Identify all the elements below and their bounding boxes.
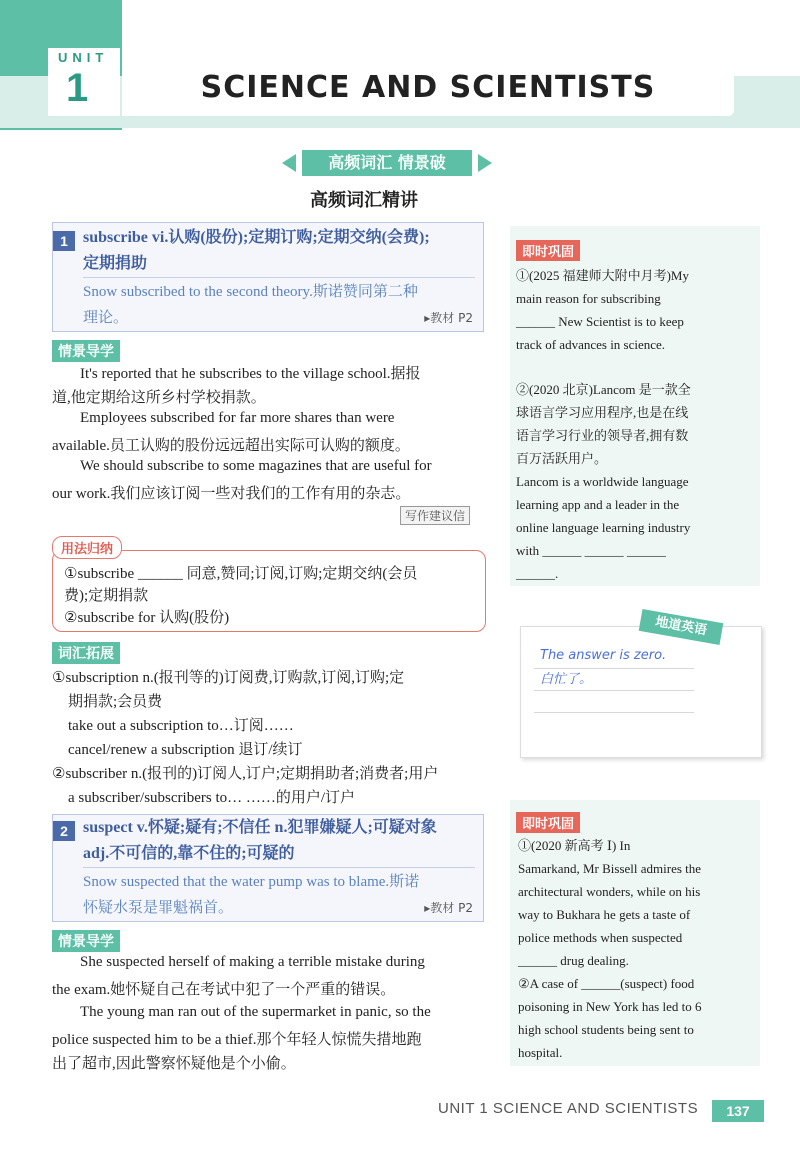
context-line: 道,他定期给这所乡村学校捐款。 <box>52 390 266 406</box>
writing-tag: 写作建议信 <box>400 506 470 525</box>
question-line: 百万活跃用户。 <box>516 451 608 466</box>
page-number: 137 <box>712 1100 764 1122</box>
usage-tag: 用法归纳 <box>52 536 122 559</box>
entry-example: Snow subscribed to the second theory.斯诺赞同第二种 <box>83 284 418 300</box>
ribbon-left-arrow-icon <box>282 154 296 172</box>
practice-tag: 即时巩固 <box>516 240 580 261</box>
vocab-entry-1 <box>52 222 484 332</box>
context-line: available.员工认购的股份远远超出实际可认购的额度。 <box>52 438 410 454</box>
expand-tag: 词汇拓展 <box>52 642 120 664</box>
textbook-source: ▸教材 P2 <box>424 901 473 915</box>
context-line: We should subscribe to some magazines that are useful for <box>80 458 432 474</box>
question-line: police methods when suspected <box>518 930 683 945</box>
entry-number: 2 <box>53 821 75 841</box>
question-line: track of advances in science. <box>516 337 666 352</box>
page-title: SCIENCE AND SCIENTISTS <box>200 70 656 105</box>
question-line: ______ New Scientist is to keep <box>516 314 684 329</box>
context-tag: 情景导学 <box>52 340 120 362</box>
question-line: Samarkand, Mr Bissell admires the <box>518 861 702 876</box>
context-line: 出了超市,因此警察怀疑他是个小偷。 <box>52 1056 296 1072</box>
entry-heading: suspect v.怀疑;疑有;不信任 n.犯罪嫌疑人;可疑对象 <box>83 819 437 836</box>
question-line: ______. <box>516 566 559 581</box>
context-line: our work.我们应该订阅一些对我们的工作有用的杂志。 <box>52 486 411 502</box>
usage-line: ①subscribe ______ 同意,赞同;订阅,订购;定期交纳(会员 <box>64 566 418 582</box>
section-subtitle: 高频词汇精讲 <box>310 190 418 211</box>
textbook-source: ▸教材 P2 <box>424 311 473 325</box>
unit-label: UNIT <box>58 50 109 65</box>
context-line: police suspected him to be a thief.那个年轻人惊慌失措地跑 <box>52 1032 422 1048</box>
divider <box>83 277 475 278</box>
question-line: 球语言学习应用程序,也是在线 <box>516 405 689 420</box>
usage-line: ②subscribe for 认购(股份) <box>64 610 230 626</box>
practice-tag: 即时巩固 <box>516 812 580 833</box>
ribbon-label: 高频词汇 情景破 <box>302 150 472 176</box>
context-tag: 情景导学 <box>52 930 120 952</box>
context-line: Employees subscribed for far more shares than were <box>80 410 395 426</box>
footer-unit-title: UNIT 1 SCIENCE AND SCIENTISTS <box>438 1100 699 1117</box>
idiom-note <box>520 626 762 758</box>
entry-heading-cont: adj.不可信的,靠不住的;可疑的 <box>83 845 295 862</box>
entry-heading: subscribe vi.认购(股份);定期订购;定期交纳(会费); <box>83 229 430 246</box>
entry-heading-cont: 定期捐助 <box>83 255 148 272</box>
expand-line: a subscriber/subscribers to… ……的用户/订户 <box>68 790 356 806</box>
entry-example: Snow suspected that the water pump was to blame.斯诺 <box>83 874 420 890</box>
context-line: She suspected herself of making a terrible mistake during <box>80 954 425 970</box>
entry-example-cont: 理论。 <box>83 310 129 326</box>
entry-example-cont: 怀疑水泵是罪魁祸首。 <box>83 900 234 916</box>
expand-line: ①subscription n.(报刊等的)订阅费,订购款,订阅,订购;定 <box>52 670 405 686</box>
question-line: with ______ ______ ______ <box>516 543 666 558</box>
expand-line: cancel/renew a subscription 退订/续订 <box>68 742 303 758</box>
question-line: ______ drug dealing. <box>518 953 629 968</box>
question-line: ①(2020 新高考 Ⅰ) In <box>518 838 631 853</box>
question-line: learning app and a leader in the <box>516 497 680 512</box>
vocab-entry-2 <box>52 814 484 922</box>
context-line: the exam.她怀疑自己在考试中犯了一个严重的错误。 <box>52 982 396 998</box>
question-line: 语言学习行业的领导者,拥有数 <box>516 428 689 443</box>
practice-question-1 <box>516 264 724 356</box>
usage-line: 费);定期捐款 <box>64 588 149 604</box>
context-line: It's reported that he subscribes to the village school.据报 <box>80 366 421 382</box>
context-line: The young man ran out of the supermarket in panic, so the <box>80 1004 431 1020</box>
question-line: ②(2020 北京)Lancom 是一款全 <box>516 382 691 397</box>
note-chinese: 白忙了。 <box>540 672 593 687</box>
question-line: main reason for subscribing <box>516 291 661 306</box>
question-line: high school students being sent to <box>518 1022 694 1037</box>
practice-question-3 <box>518 834 726 1064</box>
section-ribbon <box>282 150 492 176</box>
question-line: Lancom is a worldwide language <box>516 474 689 489</box>
entry-number: 1 <box>53 231 75 251</box>
expand-line: ②subscriber n.(报刊的)订阅人,订户;定期捐助者;消费者;用户 <box>52 766 439 782</box>
note-english: The answer is zero. <box>540 648 667 663</box>
practice-question-2 <box>516 378 724 585</box>
question-line: architectural wonders, while on his <box>518 884 701 899</box>
note-rule <box>534 712 694 713</box>
note-tape: 地道英语 <box>639 609 724 645</box>
expand-line: take out a subscription to…订阅…… <box>68 718 294 734</box>
expand-line: 期捐款;会员费 <box>68 694 163 710</box>
question-line: ①(2025 福建师大附中月考)My <box>516 268 689 283</box>
question-line: hospital. <box>518 1045 563 1060</box>
note-rule <box>534 690 694 691</box>
question-line: ②A case of ______(suspect) food <box>518 976 695 991</box>
ribbon-right-arrow-icon <box>478 154 492 172</box>
divider <box>83 867 475 868</box>
question-line: online language learning industry <box>516 520 691 535</box>
unit-number: 1 <box>66 66 89 110</box>
question-line: poisoning in New York has led to 6 <box>518 999 702 1014</box>
question-line: way to Bukhara he gets a taste of <box>518 907 691 922</box>
